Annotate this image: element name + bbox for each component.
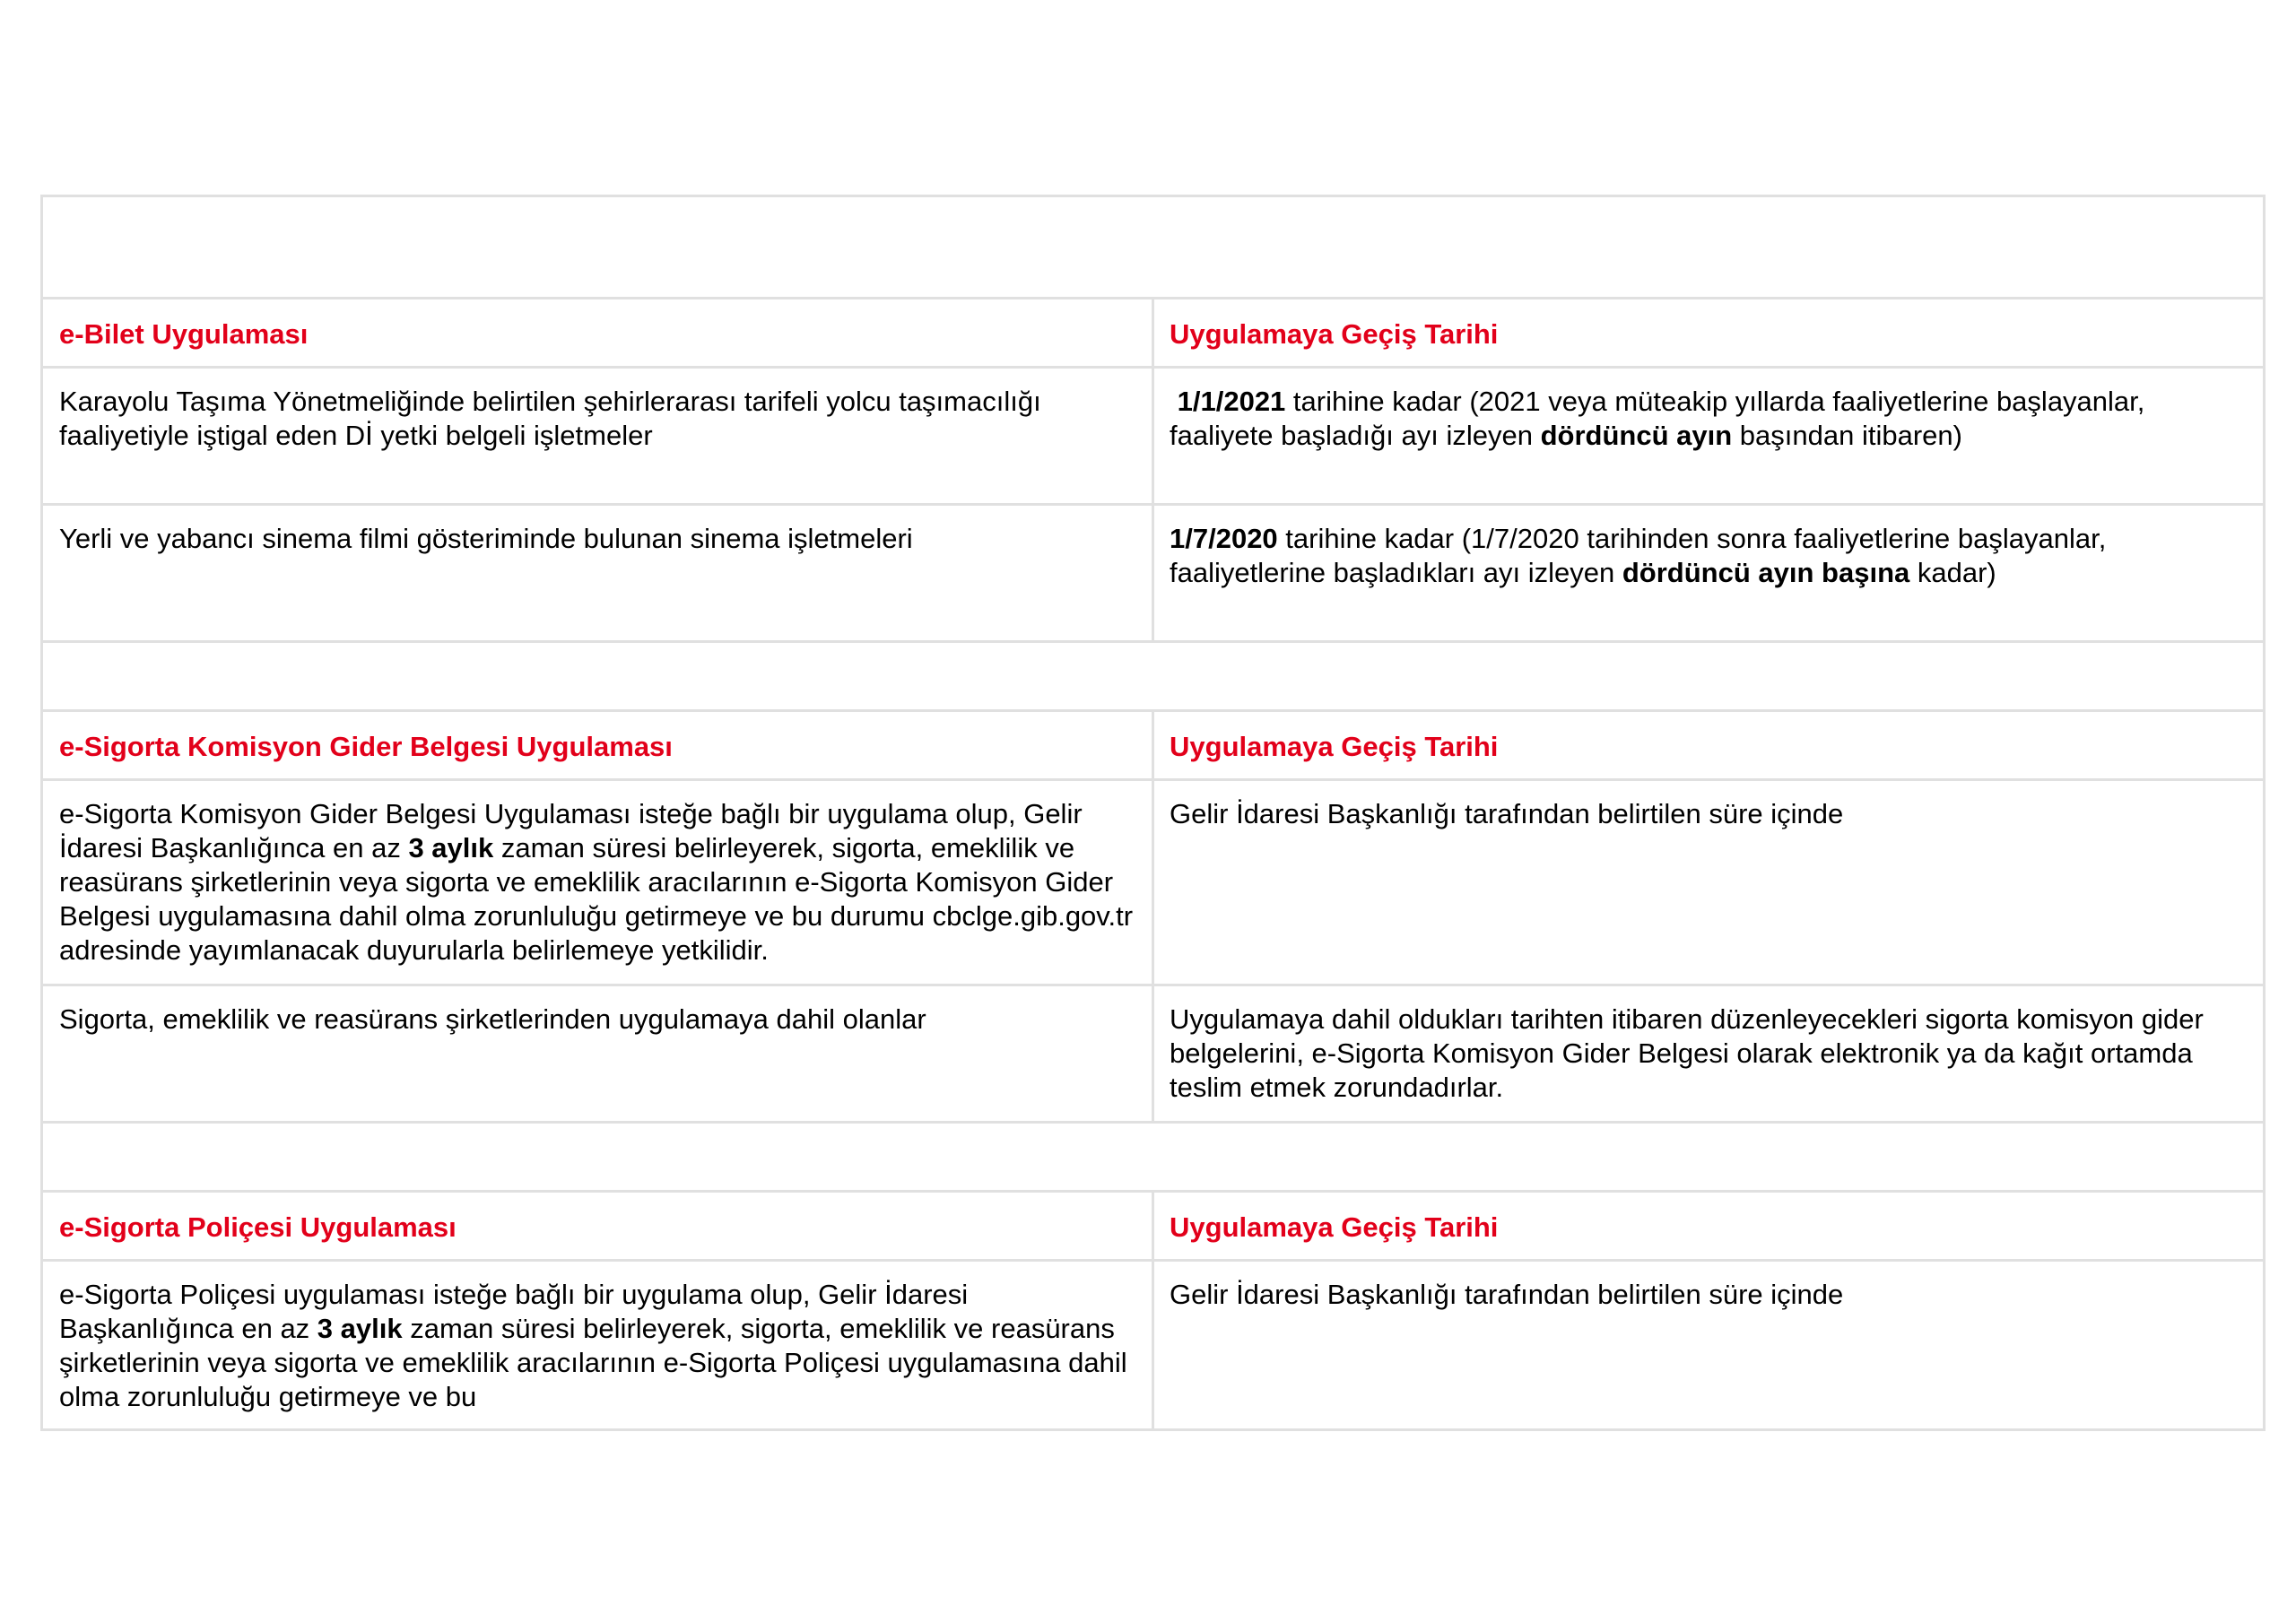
empty-cell — [42, 196, 2265, 299]
date-bold: 1/1/2021 — [1177, 386, 1286, 417]
emphasis-bold: 3 aylık — [408, 832, 494, 864]
scope-cell: Yerli ve yabancı sinema filmi gösteriminde bulunan sinema işletmeleri — [42, 505, 1153, 642]
date-cell: Uygulamaya dahil oldukları tarihten itibaren düzenleyecekleri sigorta komisyon gider belgelerini, e-Sigorta Komisyon Gider Belgesi olarak elektronik ya da kağıt ortamda teslim etmek zorundadırlar. — [1153, 985, 2265, 1123]
scope-text: e-Sigorta Poliçesi uygulaması isteğe bağlı bir uygulama olup, Gelir İdaresi Başkanlığınca en az — [59, 1279, 969, 1344]
empty-cell — [42, 1123, 2265, 1192]
date-bold: 1/7/2020 — [1170, 523, 1278, 554]
emphasis-bold: 3 aylık — [317, 1313, 403, 1344]
spacer-row — [42, 196, 2265, 299]
table-row — [42, 368, 2265, 505]
spacer-row — [42, 642, 2265, 711]
date-column-header: Uygulamaya Geçiş Tarihi — [1153, 711, 2265, 780]
date-cell — [1153, 368, 2265, 505]
scope-text-end: zaman süresi belirleyerek, sigorta, emeklilik ve reasürans şirketlerinin veya sigorta ve emeklilik aracılarının e-Sigorta Komisyon Gider Belgesi uygulamasına dahil olma zorunluluğu getirmeye ve bu durumu cbclge.gib.gov.tr adresinde yayımlanacak duyurularla belirlemeye yetkilidir. — [59, 832, 1134, 966]
application-transition-table — [40, 195, 2266, 1431]
section-title: e-Sigorta Poliçesi Uygulaması — [42, 1192, 1153, 1261]
date-text: tarihine kadar (2021 veya müteakip yıllarda faaliyetlerine başlayanlar, faaliyete başladığı ayı izleyen — [1170, 386, 2145, 451]
table-row — [42, 1261, 2265, 1430]
scope-cell: Karayolu Taşıma Yönetmeliğinde belirtilen şehirlerarası tarifeli yolcu taşımacılığı faaliyetiyle iştigal eden Dİ yetki belgeli işletmeler — [42, 368, 1153, 505]
scope-text: e-Sigorta Komisyon Gider Belgesi Uygulaması isteğe bağlı bir uygulama olup, Gelir İdaresi Başkanlığınca en az — [59, 798, 1083, 864]
scope-text-end: zaman süresi belirleyerek, sigorta, emeklilik ve reasürans şirketlerinin veya sigorta ve emeklilik aracılarının e-Sigorta Poliçesi uygulamasına dahil olma zorunluluğu getirmeye ve bu — [59, 1313, 1127, 1412]
section-header-row — [42, 1192, 2265, 1261]
table-row — [42, 505, 2265, 642]
emphasis-bold: dördüncü ayın başına — [1622, 557, 1910, 588]
empty-cell — [42, 642, 2265, 711]
date-text-end: başından itibaren) — [1732, 420, 1962, 451]
date-text: tarihine kadar (1/7/2020 tarihinden sonra faaliyetlerine başlayanlar, faaliyetlerine başladıkları ayı izleyen — [1170, 523, 2107, 588]
scope-cell — [42, 1261, 1153, 1430]
date-cell: Gelir İdaresi Başkanlığı tarafından belirtilen süre içinde — [1153, 1261, 2265, 1430]
date-column-header: Uygulamaya Geçiş Tarihi — [1153, 1192, 2265, 1261]
section-header-row — [42, 299, 2265, 368]
scope-cell: Sigorta, emeklilik ve reasürans şirketlerinden uygulamaya dahil olanlar — [42, 985, 1153, 1123]
date-cell: Gelir İdaresi Başkanlığı tarafından belirtilen süre içinde — [1153, 780, 2265, 985]
date-text-end: kadar) — [1909, 557, 1996, 588]
date-cell — [1153, 505, 2265, 642]
emphasis-bold: dördüncü ayın — [1540, 420, 1733, 451]
spacer-row — [42, 1123, 2265, 1192]
section-title: e-Bilet Uygulaması — [42, 299, 1153, 368]
scope-cell — [42, 780, 1153, 985]
date-column-header: Uygulamaya Geçiş Tarihi — [1153, 299, 2265, 368]
table-row — [42, 780, 2265, 985]
section-header-row — [42, 711, 2265, 780]
section-title: e-Sigorta Komisyon Gider Belgesi Uygulaması — [42, 711, 1153, 780]
table-row — [42, 985, 2265, 1123]
